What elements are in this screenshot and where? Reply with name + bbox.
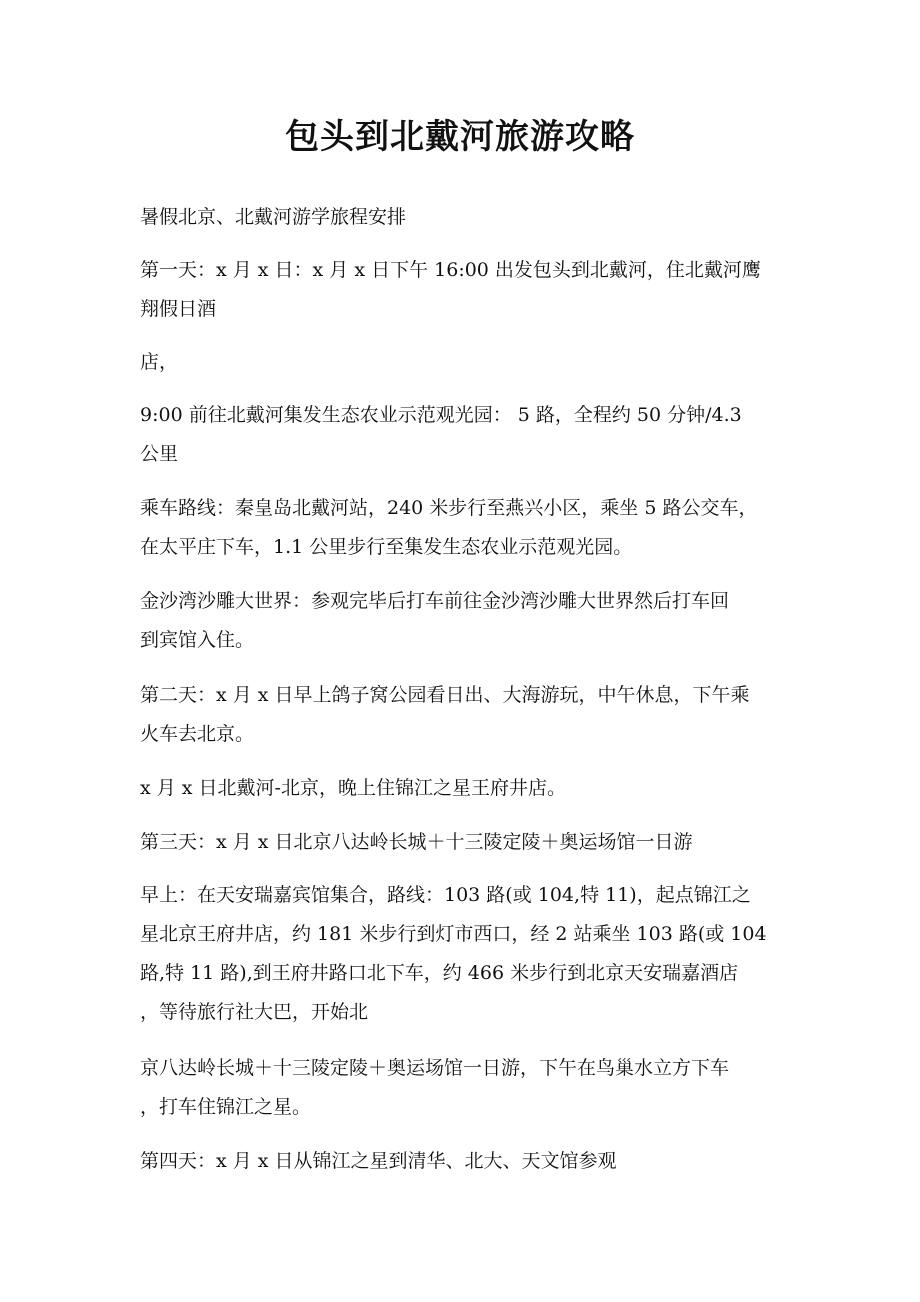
paragraph-to-beijing xyxy=(140,769,782,808)
paragraph-day-three xyxy=(140,823,782,862)
text-line: x 月 x 日北戴河-北京，晚上住锦江之星王府井店。 xyxy=(140,777,566,799)
text-line: 金沙湾沙雕大世界：参观完毕后打车前往金沙湾沙雕大世界然后打车回 xyxy=(140,590,730,612)
text-line: 在太平庄下车，1.1 公里步行至集发生态农业示范观光园。 xyxy=(140,536,633,558)
paragraph-sand-sculpture xyxy=(140,582,782,660)
text-line: 乘车路线：秦皇岛北戴河站，240 米步行至燕兴小区，乘坐 5 路公交车， xyxy=(140,497,758,519)
text-line: ，打车住锦江之星。 xyxy=(140,1096,312,1118)
text-line: ，等待旅行社大巴，开始北 xyxy=(140,1001,369,1023)
paragraph-morning-route xyxy=(140,876,782,1032)
text-line: 第二天：x 月 x 日早上鸽子窝公园看日出、大海游玩，中午休息，下午乘 xyxy=(140,684,750,706)
paragraph-itinerary-heading xyxy=(140,198,782,237)
text-line: 火车去北京。 xyxy=(140,723,255,745)
text-line: 9:00 前往北戴河集发生态农业示范观光园： 5 路，全程约 50 分钟/4.3 xyxy=(140,404,742,426)
document-title: 包头到北戴河旅游攻略 xyxy=(285,117,635,157)
text-line: 暑假北京、北戴河游学旅程安排 xyxy=(140,206,407,228)
text-line: 到宾馆入住。 xyxy=(140,629,255,651)
paragraph-day-one xyxy=(140,251,782,329)
text-line: 星北京王府井店，约 181 米步行到灯市西口，经 2 站乘坐 103 路(或 104 xyxy=(140,923,767,945)
text-line: 第三天：x 月 x 日北京八达岭长城＋十三陵定陵＋奥运场馆一日游 xyxy=(140,831,693,853)
text-line: 第一天：x 月 x 日：x 月 x 日下午 16:00 出发包头到北戴河，住北戴河鹰 xyxy=(140,259,761,281)
paragraph-farm-park xyxy=(140,396,782,474)
paragraph-day-tour xyxy=(140,1049,782,1127)
paragraph-hotel-suffix xyxy=(140,343,782,382)
text-line: 路,特 11 路),到王府井路口北下车，约 466 米步行到北京天安瑞嘉酒店 xyxy=(140,962,739,984)
text-line: 店， xyxy=(140,351,179,373)
paragraph-day-four xyxy=(140,1142,782,1181)
text-line: 第四天：x 月 x 日从锦江之星到清华、北大、天文馆参观 xyxy=(140,1150,617,1172)
text-line: 京八达岭长城＋十三陵定陵＋奥运场馆一日游，下午在鸟巢水立方下车 xyxy=(140,1057,730,1079)
text-line: 早上：在天安瑞嘉宾馆集合，路线：103 路(或 104,特 11)，起点锦江之 xyxy=(140,884,751,906)
paragraph-bus-route xyxy=(140,489,782,567)
paragraph-day-two xyxy=(140,676,782,754)
text-line: 翔假日酒 xyxy=(140,298,217,320)
text-line: 公里 xyxy=(140,443,179,465)
